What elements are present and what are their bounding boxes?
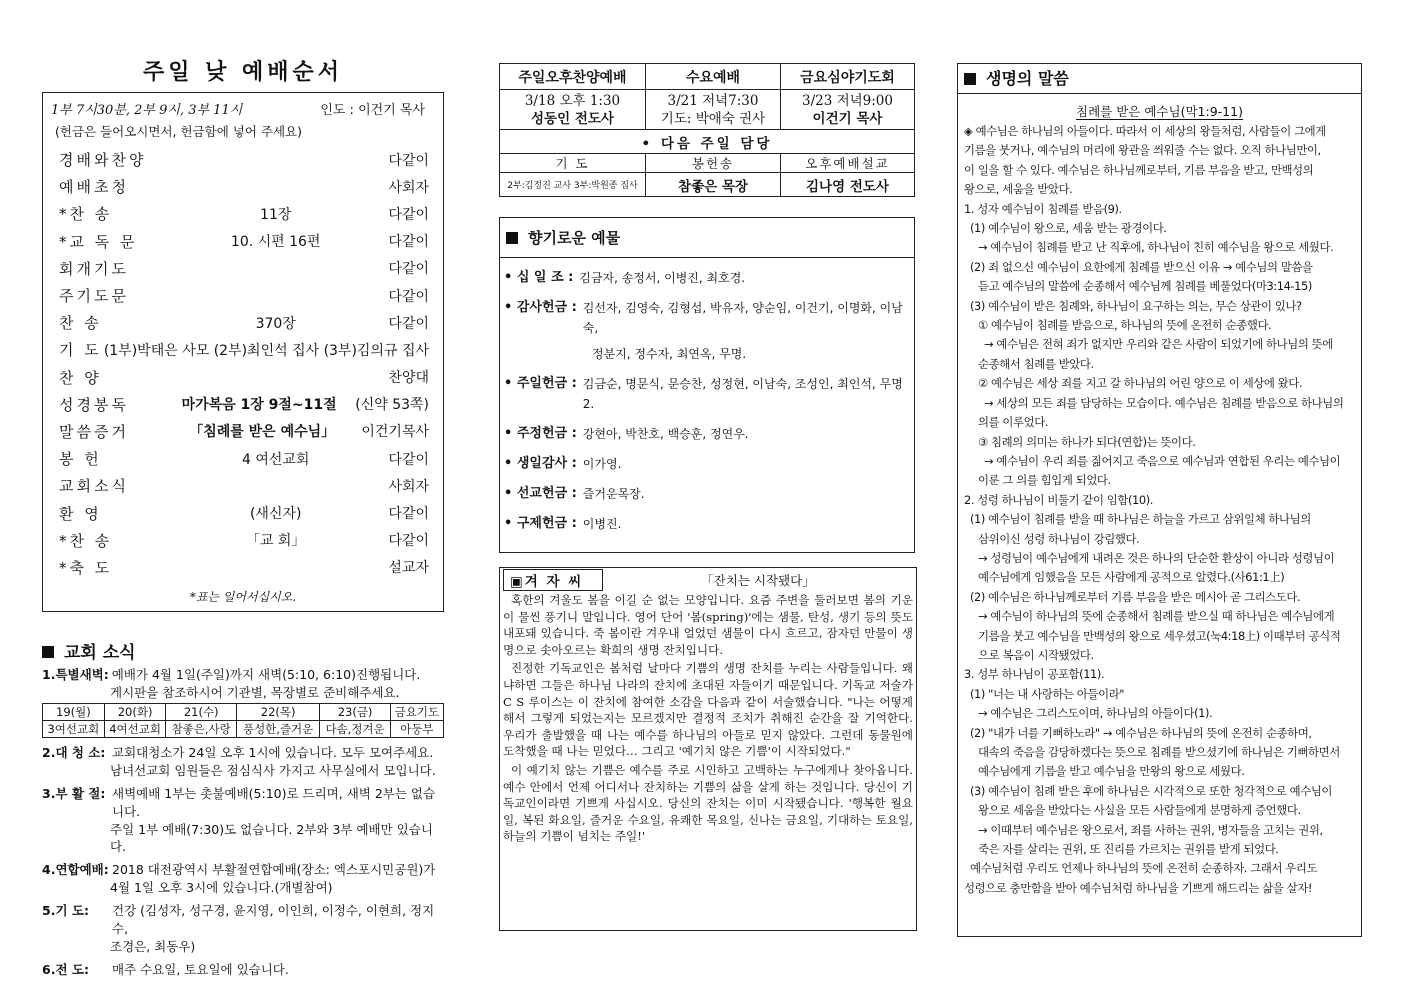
worship-times: 1부 7시30분, 2부 9시, 3부 11시 bbox=[51, 103, 243, 118]
sermon-line: (1) 예수님이 왕으로, 세움 받는 광경이다. bbox=[970, 221, 1167, 236]
offering-row bbox=[500, 514, 914, 534]
worship-order-item bbox=[43, 445, 443, 472]
order-item-name: *찬 송 bbox=[59, 531, 113, 550]
schedule-time: 3/21 저녁7:30 bbox=[667, 92, 759, 109]
prayer-schedule-day: 20(화) bbox=[104, 704, 166, 721]
worship-order-item bbox=[43, 255, 443, 282]
sermon-line: 예수님에게 기름을 받고 예수님을 만왕의 왕으로 세웠다. bbox=[978, 764, 1245, 779]
mustard-seed-subtitle: 「잔치는 시작됐다」 bbox=[701, 573, 815, 588]
order-item-name: 봉 헌 bbox=[59, 450, 102, 469]
sermon-line: (1) "너는 내 사랑하는 아들이라" bbox=[970, 686, 1125, 701]
prayer-schedule-group: 다솜,정겨운 bbox=[320, 721, 390, 738]
sermon-line: 예수님처럼 우리도 언제나 하나님의 뜻에 온전히 순종하자. 그래서 우리도 bbox=[970, 861, 1318, 876]
sermon-line: 3. 성부 하나님이 공포함(11). bbox=[964, 667, 1105, 682]
schedule-value-row bbox=[500, 90, 915, 130]
sermon-line: ② 예수님은 세상 죄를 지고 갈 하나님의 어린 양으로 이 세상에 왔다. bbox=[978, 376, 1303, 391]
mustard-seed-text bbox=[503, 592, 913, 845]
worship-order-list bbox=[43, 146, 443, 581]
prayer-schedule-group: 4여선교회 bbox=[104, 721, 166, 738]
order-item-name: 환 영 bbox=[59, 504, 102, 523]
word-of-life-title: 생명의 말씀 bbox=[986, 69, 1069, 88]
news-item-1 bbox=[42, 666, 444, 684]
duty-value: 참좋은 목장 bbox=[646, 173, 781, 197]
order-item-detail: 마가복음 1장 9절~11절 bbox=[181, 397, 337, 414]
news-item-2 bbox=[42, 744, 444, 762]
next-sunday-row bbox=[500, 130, 915, 154]
order-item-name: 주기도문 bbox=[59, 287, 129, 306]
worship-order-item bbox=[43, 146, 443, 173]
order-item-name: 찬 양 bbox=[59, 368, 102, 387]
prayer-schedule-group: 참좋은,사랑 bbox=[166, 721, 236, 738]
square-bullet-icon bbox=[42, 646, 54, 658]
prayer-schedule-header bbox=[43, 704, 444, 721]
word-of-life-heading bbox=[958, 64, 1361, 94]
square-bullet-icon bbox=[506, 232, 518, 244]
sermon-line: → 예수님이 우리 죄를 짊어지고 죽음으로 예수님과 연합된 우리는 예수님이 bbox=[984, 453, 1341, 468]
order-item-role: 다같이 bbox=[388, 288, 429, 305]
news-item-label: 5.기 도: bbox=[42, 903, 89, 918]
order-item-role: 다같이 bbox=[388, 315, 429, 332]
worship-order-item bbox=[43, 554, 443, 581]
sermon-line: ③ 침례의 의미는 하나가 되다(연합)는 뜻이다. bbox=[978, 434, 1196, 449]
news-item-text-cont: 남녀선교회 임원들은 점심식사 가지고 사무실에서 모입니다. bbox=[110, 763, 436, 778]
offering-label: • 생일감사 : bbox=[504, 456, 577, 471]
sermon-line: → 성령님이 예수님에게 내려온 것은 하나의 단순한 환상이 아니라 성령님이 bbox=[978, 550, 1335, 565]
duty-value-row bbox=[500, 173, 915, 197]
duty-value: 김나영 전도사 bbox=[781, 173, 915, 197]
offering-label: • 구제헌금 : bbox=[504, 516, 577, 531]
worship-order-item bbox=[43, 418, 443, 445]
sermon-subtitle bbox=[958, 102, 1361, 120]
order-item-name: 교회소식 bbox=[59, 477, 129, 496]
schedule-person: 성동인 전도사 bbox=[531, 110, 614, 127]
sermon-line: 이룬 그 의를 힘입게 되었다. bbox=[978, 473, 1111, 488]
mustard-seed-label: ▣겨 자 씨 bbox=[503, 569, 603, 591]
order-item-detail: 「교 회」 bbox=[245, 533, 306, 550]
duty-header-row bbox=[500, 154, 915, 173]
worship-order-item bbox=[43, 472, 443, 499]
order-item-role: 사회자 bbox=[388, 179, 429, 196]
sermon-line: 2. 성령 하나님이 비둘기 같이 임함(10). bbox=[964, 492, 1154, 507]
next-sunday-title: • 다음 주일 담당 bbox=[500, 130, 915, 154]
schedule-time: 3/18 오후 1:30 bbox=[524, 92, 621, 109]
news-item-4 bbox=[42, 861, 444, 879]
order-item-role: 다같이 bbox=[388, 206, 429, 223]
news-item-label: 6.전 도: bbox=[42, 962, 89, 977]
schedule-person: 기도: 박애숙 권사 bbox=[660, 110, 766, 127]
offering-names: 김선자, 김영숙, 김형섭, 박유자, 양순임, 이건기, 이명화, 이남숙, bbox=[582, 301, 903, 335]
sermon-line: → 예수님이 침례를 받고 난 직후에, 하나님이 친히 예수님을 왕으로 세웠다. bbox=[978, 240, 1334, 255]
worship-order-item bbox=[43, 391, 443, 418]
offering-heading bbox=[500, 218, 914, 258]
order-item-role: 다같이 bbox=[388, 506, 429, 523]
sermon-line: → 예수님은 그리스도이며, 하나님의 아들이다(1). bbox=[978, 706, 1213, 721]
sermon-line: 대속의 죽음을 감당하겠다는 뜻으로 침례를 받으셨기에 하나님은 기뻐하면서 bbox=[978, 745, 1340, 759]
worship-order-item bbox=[43, 499, 443, 526]
mustard-paragraph: 이 예기치 않는 기쁨은 예수를 주로 시인하고 고백하는 누구에게나 찾아옵니다. 예수 안에서 언제 어디서나 잔치하는 기쁨의 삶을 살게 하는 것입니다. 당신이 기독교인이라면 기쁘게 사십시오. 당신의 잔치는 이미 시작됐습니다. '행복한 월요일, 복된 화요일, 즐거운 수요일, 유쾌한 목요일, 신나는 금요일, 기대하는 토요일, 하늘의 기쁨이 넘치는 주일!' bbox=[503, 762, 913, 844]
worship-order-item bbox=[43, 200, 443, 227]
schedule-cell bbox=[500, 90, 646, 130]
sermon-line: (3) 예수님이 받은 침례와, 하나님이 요구하는 의는, 무슨 상관이 있나? bbox=[970, 298, 1302, 313]
prayer-schedule-day: 22(목) bbox=[236, 704, 319, 721]
order-item-name: 찬 송 bbox=[59, 314, 102, 333]
sermon-line: (2) 예수님은 하나님께로부터 기름 부음을 받은 메시아 곧 그리스도다. bbox=[970, 589, 1301, 604]
schedule-column bbox=[499, 63, 915, 931]
offering-note: (헌금은 들어오시면서, 헌금함에 넣어 주세요) bbox=[55, 124, 302, 139]
order-item-detail: 370장 bbox=[255, 315, 296, 332]
schedule-cell bbox=[646, 90, 781, 130]
news-item-3 bbox=[42, 785, 444, 821]
news-item-text-cont: 주일 1부 예배(7:30)도 없습니다. 2부와 3부 예배만 있습니다. bbox=[110, 822, 433, 854]
church-news-title: 교회 소식 bbox=[64, 643, 136, 663]
news-item-text: 매주 수요일, 토요일에 있습니다. bbox=[112, 962, 289, 977]
offering-names-cont: 정분지, 정수자, 최연옥, 무명. bbox=[592, 347, 747, 361]
sermon-line: → 세상의 모든 죄를 담당하는 모습이다. 예수님은 침례를 받음으로 하나님의 bbox=[984, 395, 1344, 410]
offering-label: • 감사헌금 : bbox=[504, 300, 577, 315]
sermon-line: 의를 이루었다. bbox=[978, 415, 1049, 430]
sermon-line: → 이때부터 예수님은 왕으로서, 죄를 사하는 권위, 병자들을 고치는 권위, bbox=[978, 822, 1323, 837]
news-item-label: 4.연합예배: bbox=[42, 862, 109, 877]
order-item-role: 다같이 bbox=[388, 152, 429, 169]
prayer-schedule-table bbox=[42, 703, 444, 738]
order-item-name: 예배초청 bbox=[59, 178, 129, 197]
order-item-role: 사회자 bbox=[388, 478, 429, 495]
offering-names: 강현아, 박찬호, 백승훈, 정연우. bbox=[582, 427, 749, 441]
worship-order-item bbox=[43, 527, 443, 554]
order-item-name: *축 도 bbox=[59, 558, 113, 577]
prayer-schedule-group: 3여선교회 bbox=[43, 721, 105, 738]
duty-header: 봉헌송 bbox=[646, 154, 781, 173]
mustard-seed-label-text: 겨 자 씨 bbox=[524, 574, 584, 590]
square-bullet-icon bbox=[964, 73, 976, 85]
prayer-schedule-day: 금요기도 bbox=[390, 704, 443, 721]
offering-row bbox=[500, 424, 914, 444]
offering-names: 김금자, 송정서, 이병진, 최호경. bbox=[579, 271, 746, 285]
sermon-line: (2) "내가 너를 기뻐하노라" → 예수님은 하나님의 뜻에 온전히 순종하며, bbox=[970, 725, 1312, 740]
worship-column bbox=[42, 58, 444, 979]
news-item-label: 1.특별새벽: bbox=[42, 667, 109, 682]
offering-label: • 십 일 조 : bbox=[504, 270, 574, 285]
prayer-schedule-row bbox=[43, 721, 444, 738]
offering-names: 이가영. bbox=[582, 457, 622, 471]
worship-order-item bbox=[43, 336, 443, 363]
sermon-line: ◈ 예수님은 하나님의 아들이다. 따라서 이 세상의 왕들처럼, 사람들이 그에게 bbox=[964, 124, 1326, 138]
offering-row bbox=[500, 298, 914, 338]
schedule-header: 주일오후찬양예배 bbox=[500, 64, 646, 90]
order-item-role: 이건기목사 bbox=[361, 424, 429, 441]
news-item-text: 새벽예배 1부는 촛불예배(5:10)로 드리며, 새벽 2부는 없습니다. bbox=[112, 786, 436, 819]
schedule-cell bbox=[781, 90, 915, 130]
offering-label: • 선교헌금 : bbox=[504, 486, 577, 501]
prayer-schedule-day: 23(금) bbox=[320, 704, 390, 721]
news-item-label: 3.부 활 절: bbox=[42, 786, 106, 801]
order-item-role: 다같이 bbox=[388, 451, 429, 468]
schedule-header: 수요예배 bbox=[646, 64, 781, 90]
duty-header: 오후예배설교 bbox=[781, 154, 915, 173]
offering-names: 이병진. bbox=[582, 517, 622, 531]
sermon-line: (2) 죄 없으신 예수님이 요한에게 침례를 받으신 이유 → 예수님의 말씀을 bbox=[970, 259, 1313, 274]
news-item-text: 건강 (김성자, 성구경, 윤지영, 이인희, 이정수, 이현희, 정지수, bbox=[112, 903, 435, 936]
order-item-name: 성경봉독 bbox=[59, 395, 129, 414]
order-item-role: 다같이 bbox=[388, 261, 429, 278]
order-item-role: 설교자 bbox=[388, 560, 429, 577]
sermon-line: 1. 성자 예수님이 침례를 받음(9). bbox=[964, 201, 1122, 216]
mustard-paragraph: 진정한 기독교인은 봄처럼 날마다 기쁨의 생명 잔치를 누리는 사람들입니다. 왜냐하면 그들은 하나님 나라의 잔치에 초대된 자들이기 때문입니다. 기독교 저술가 C S 루이스는 이 잔치에 참여한 소감을 다음과 같이 서술했습니다. "나는 어떻게 해서 그렇게 되었는지는 모르겠지만 결정적 조치가 취해진 순간을 잘 기억한다. 우리가 출발했을 때 나는 예수를 하나님의 아들로 믿지 않았다. 그런데 동물원에 도착했을 때 나는 믿었다… 그리고 '예기치 않은 기쁨'이 시작되었다." bbox=[503, 661, 913, 759]
offering-box bbox=[499, 217, 915, 553]
worship-times-row bbox=[43, 97, 443, 120]
offering-row bbox=[500, 454, 914, 474]
offering-label: • 주일헌금 : bbox=[504, 376, 577, 391]
news-item-text: 예배가 4월 1일(주일)까지 새벽(5:10, 6:10)진행됩니다. bbox=[111, 667, 421, 682]
duty-header: 기 도 bbox=[500, 154, 646, 173]
standing-note: *표는 일어서십시오. bbox=[189, 590, 297, 604]
sermon-line: 으로 복음이 시작됐었다. bbox=[978, 647, 1094, 662]
prayer-schedule-group: 아둥부 bbox=[390, 721, 443, 738]
sermon-line: (1) 예수님이 침례를 받을 때 하나님은 하늘을 가르고 삼위일체 하나님의 bbox=[970, 512, 1311, 527]
mustard-seed-box bbox=[499, 567, 917, 931]
worship-title: 주일 낮 예배순서 bbox=[142, 60, 344, 85]
order-item-detail: (1부)박태은 사모 (2부)최인석 집사 (3부)김의규 집사 bbox=[103, 342, 429, 359]
duty-value: 2부:김정진 교사 3부:박원종 집사 bbox=[500, 173, 646, 197]
worship-order-item bbox=[43, 228, 443, 255]
offering-label: • 주정헌금 : bbox=[504, 426, 577, 441]
sermon-subtitle-text: 침례를 받은 예수님(막1:9-11) bbox=[1076, 104, 1243, 119]
order-item-role: 다같이 bbox=[388, 234, 429, 251]
sermon-line: ① 예수님이 침례를 받음으로, 하나님의 뜻에 온전히 순종했다. bbox=[978, 318, 1272, 333]
offering-row bbox=[500, 268, 914, 288]
sermon-line: 삼위이신 성령 하나님이 강림했다. bbox=[978, 531, 1140, 546]
sermon-line: 왕으로 세움을 받았다는 사실을 모든 사람들에게 분명하게 증언했다. bbox=[978, 803, 1301, 818]
order-item-detail: 4 여선교회 bbox=[241, 451, 310, 468]
order-item-detail: 11장 bbox=[260, 206, 292, 223]
order-item-role: 다같이 bbox=[388, 533, 429, 550]
order-item-name: 회개기도 bbox=[59, 259, 129, 278]
prayer-schedule-day: 21(수) bbox=[166, 704, 236, 721]
worship-leader: 인도 : 이건기 목사 bbox=[320, 103, 425, 118]
order-item-name: 기 도 bbox=[59, 341, 102, 360]
order-item-detail: 10. 시편 16편 bbox=[230, 234, 321, 251]
worship-order-item bbox=[43, 364, 443, 391]
worship-order-item bbox=[43, 282, 443, 309]
order-item-name: *찬 송 bbox=[59, 205, 113, 224]
prayer-schedule-day: 19(월) bbox=[43, 704, 105, 721]
mustard-seed-header bbox=[503, 570, 913, 590]
order-item-detail: (새신자) bbox=[249, 506, 302, 523]
sermon-line: → 예수님은 전혀 죄가 없지만 우리와 같은 사람이 되었기에 하나님의 뜻에 bbox=[984, 337, 1333, 352]
order-item-name: 경배와찬양 bbox=[59, 151, 147, 170]
offering-title: 향기로운 예물 bbox=[528, 229, 621, 247]
sermon-line: 성령으로 충만함을 받아 예수님처럼 하나님을 기쁘게 해드리는 삶을 살자! bbox=[964, 880, 1313, 895]
prayer-schedule-group: 풍성한,즐거운 bbox=[236, 721, 319, 738]
sermon-line: → 예수님이 하나님의 뜻에 순종해서 침례를 받으실 때 하나님은 예수님에게 bbox=[978, 609, 1335, 624]
sermon-line: 예수님에게 임했음을 모든 사람에게 공적으로 알렸다.(사61:1上) bbox=[978, 570, 1285, 585]
schedule-time: 3/23 저녁9:00 bbox=[801, 92, 893, 109]
news-item-text-cont: 게시판을 참조하시어 기관별, 목장별로 준비해주세요. bbox=[110, 685, 400, 700]
worship-order-item bbox=[43, 173, 443, 200]
schedule-header-row bbox=[500, 64, 915, 90]
mustard-paragraph: 혹한의 겨울도 봄을 이길 순 없는 모양입니다. 요즘 주변을 둘러보면 봄의 기운이 물씬 풍기니 말입니다. 영어 단어 '봄(spring)'에는 샘물, 탄성, 생기 등의 뜻도 내포돼 있습니다. 죽 봄이란 겨우내 얼었던 샘물이 다시 흐르고, 잠자던 만물이 생명으로 솟아오르는 확희의 생명 잔치입니다. bbox=[503, 593, 913, 657]
offering-row bbox=[500, 484, 914, 504]
schedule-person: 이건기 목사 bbox=[812, 110, 883, 127]
offering-row bbox=[500, 374, 914, 414]
sermon-line: 듣고 예수님의 말씀에 순종해서 예수님께 침례를 베풀었다(마3:14-15) bbox=[978, 279, 1312, 294]
news-item-label: 2.대 청 소: bbox=[42, 745, 106, 760]
schedule-table bbox=[499, 63, 915, 197]
news-item-text: 2018 대전광역시 부활절연합예배(장소: 엑스포시민공원)가 bbox=[112, 862, 436, 877]
order-item-role: (신약 53쪽) bbox=[355, 397, 429, 414]
sermon-line: (3) 예수님이 침례 받은 후에 하나님은 시각적으로 또한 청각적으로 예수님이 bbox=[970, 783, 1333, 798]
worship-order-item bbox=[43, 309, 443, 336]
order-item-detail: 「침례를 받은 예수님」 bbox=[189, 424, 336, 441]
sermon-line: 기름을 붓고 예수님을 만백성의 왕으로 세우셨고(눅4:18上) 이때부터 공식적 bbox=[978, 628, 1341, 643]
sermon-line: 왕으로, 세움을 받았다. bbox=[964, 182, 1073, 197]
order-item-role: 찬양대 bbox=[388, 370, 429, 387]
worship-order-box bbox=[42, 92, 444, 612]
word-of-life-box bbox=[957, 63, 1362, 937]
offering-names: 즐거운목장. bbox=[582, 487, 645, 501]
sermon-body bbox=[958, 120, 1361, 898]
offering-names: 김금순, 명문식, 문승찬, 성정현, 이남숙, 조성인, 최인석, 무명 2. bbox=[582, 377, 903, 411]
news-item-5 bbox=[42, 902, 444, 938]
sermon-line: 죽은 자를 살리는 권위, 또 진리를 가르치는 권위를 받게 되었다. bbox=[978, 842, 1279, 857]
schedule-header: 금요심야기도회 bbox=[781, 64, 915, 90]
order-item-name: *교 독 문 bbox=[59, 232, 138, 251]
sermon-line: 순종해서 침례를 받았다. bbox=[978, 356, 1094, 371]
news-item-6 bbox=[42, 961, 444, 979]
church-news-heading bbox=[42, 638, 444, 664]
news-item-text-cont: 4월 1일 오후 3시에 있습니다.(개별참여) bbox=[110, 880, 333, 895]
news-item-text-cont: 조경은, 최동우) bbox=[110, 939, 196, 954]
news-item-text: 교회대청소가 24일 오후 1시에 있습니다. 모두 모여주세요. bbox=[112, 745, 434, 760]
order-item-name: 말씀증거 bbox=[59, 422, 129, 441]
sermon-line: 이 일을 할 수 있다. 예수님은 하나님께로부터, 기름 부음을 받고, 만백성의 bbox=[964, 162, 1314, 177]
sermon-line: 기름을 붓거나, 예수님의 머리에 왕관을 씌워줄 수는 없다. 오직 하나님만이, bbox=[964, 143, 1321, 158]
